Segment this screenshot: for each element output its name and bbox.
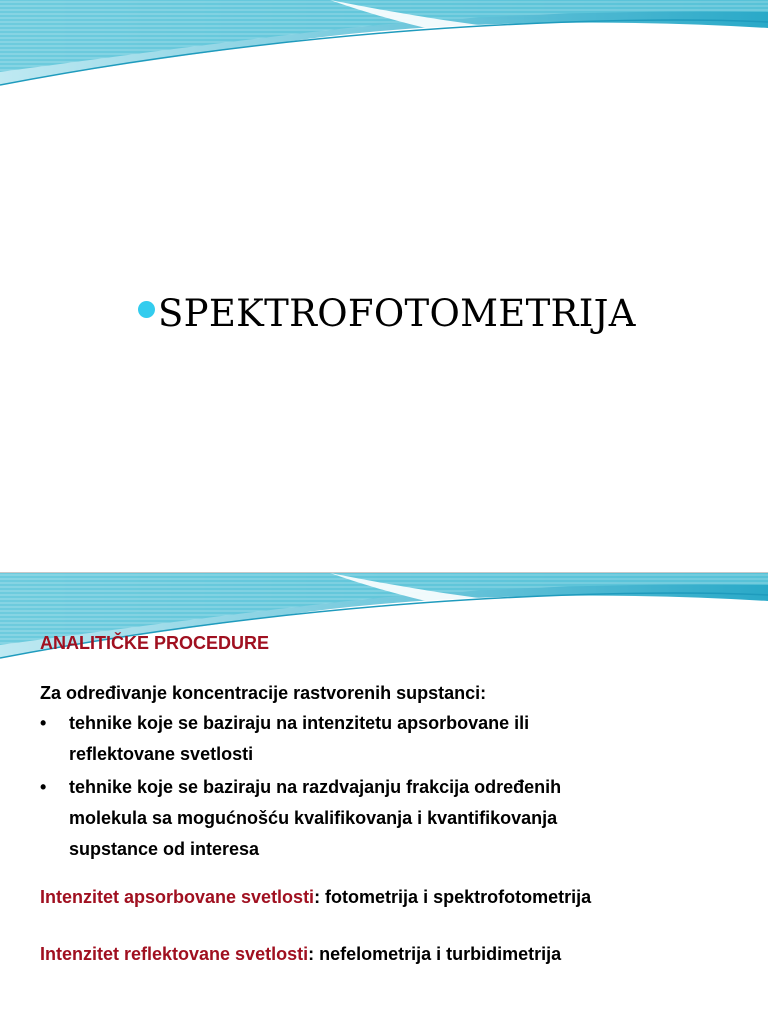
slide-title: SPEKTROFOTOMETRIJA [158, 292, 636, 335]
slide-2 [0, 573, 768, 1024]
list-item-line: reflektovane svetlosti [69, 744, 254, 764]
list-item-line: supstance od interesa [69, 839, 260, 859]
section-heading: ANALITIČKE PROCEDURE [40, 633, 270, 653]
reflected-light-term: Intenzitet reflektovane svetlosti [40, 944, 309, 964]
absorbed-light-line [40, 887, 750, 908]
bullet-icon [138, 301, 155, 318]
wave-decoration [0, 0, 768, 90]
list-item-line: tehnike koje se baziraju na razdvajanju frakcija određenih [69, 777, 562, 797]
reflected-light-line [40, 944, 750, 965]
list-item [40, 772, 750, 865]
absorbed-light-term: Intenzitet apsorbovane svetlosti [40, 887, 315, 907]
intro-text: Za određivanje koncentracije rastvorenih supstanci: [40, 683, 487, 703]
list-item [40, 708, 750, 770]
reflected-light-methods: : nefelometrija i turbidimetrija [308, 944, 562, 964]
list-item-line: tehnike koje se baziraju na intenzitetu apsorbovane ili [69, 713, 530, 733]
title-line [138, 292, 636, 335]
absorbed-light-methods: : fotometrija i spektrofotometrija [314, 887, 592, 907]
slide-content [40, 633, 750, 965]
bullet-marker: • [40, 777, 47, 797]
bullet-marker: • [40, 713, 47, 733]
bullet-list [40, 708, 750, 865]
list-item-line: molekula sa mogućnošću kvalifikovanja i kvantifikovanja [69, 808, 558, 828]
